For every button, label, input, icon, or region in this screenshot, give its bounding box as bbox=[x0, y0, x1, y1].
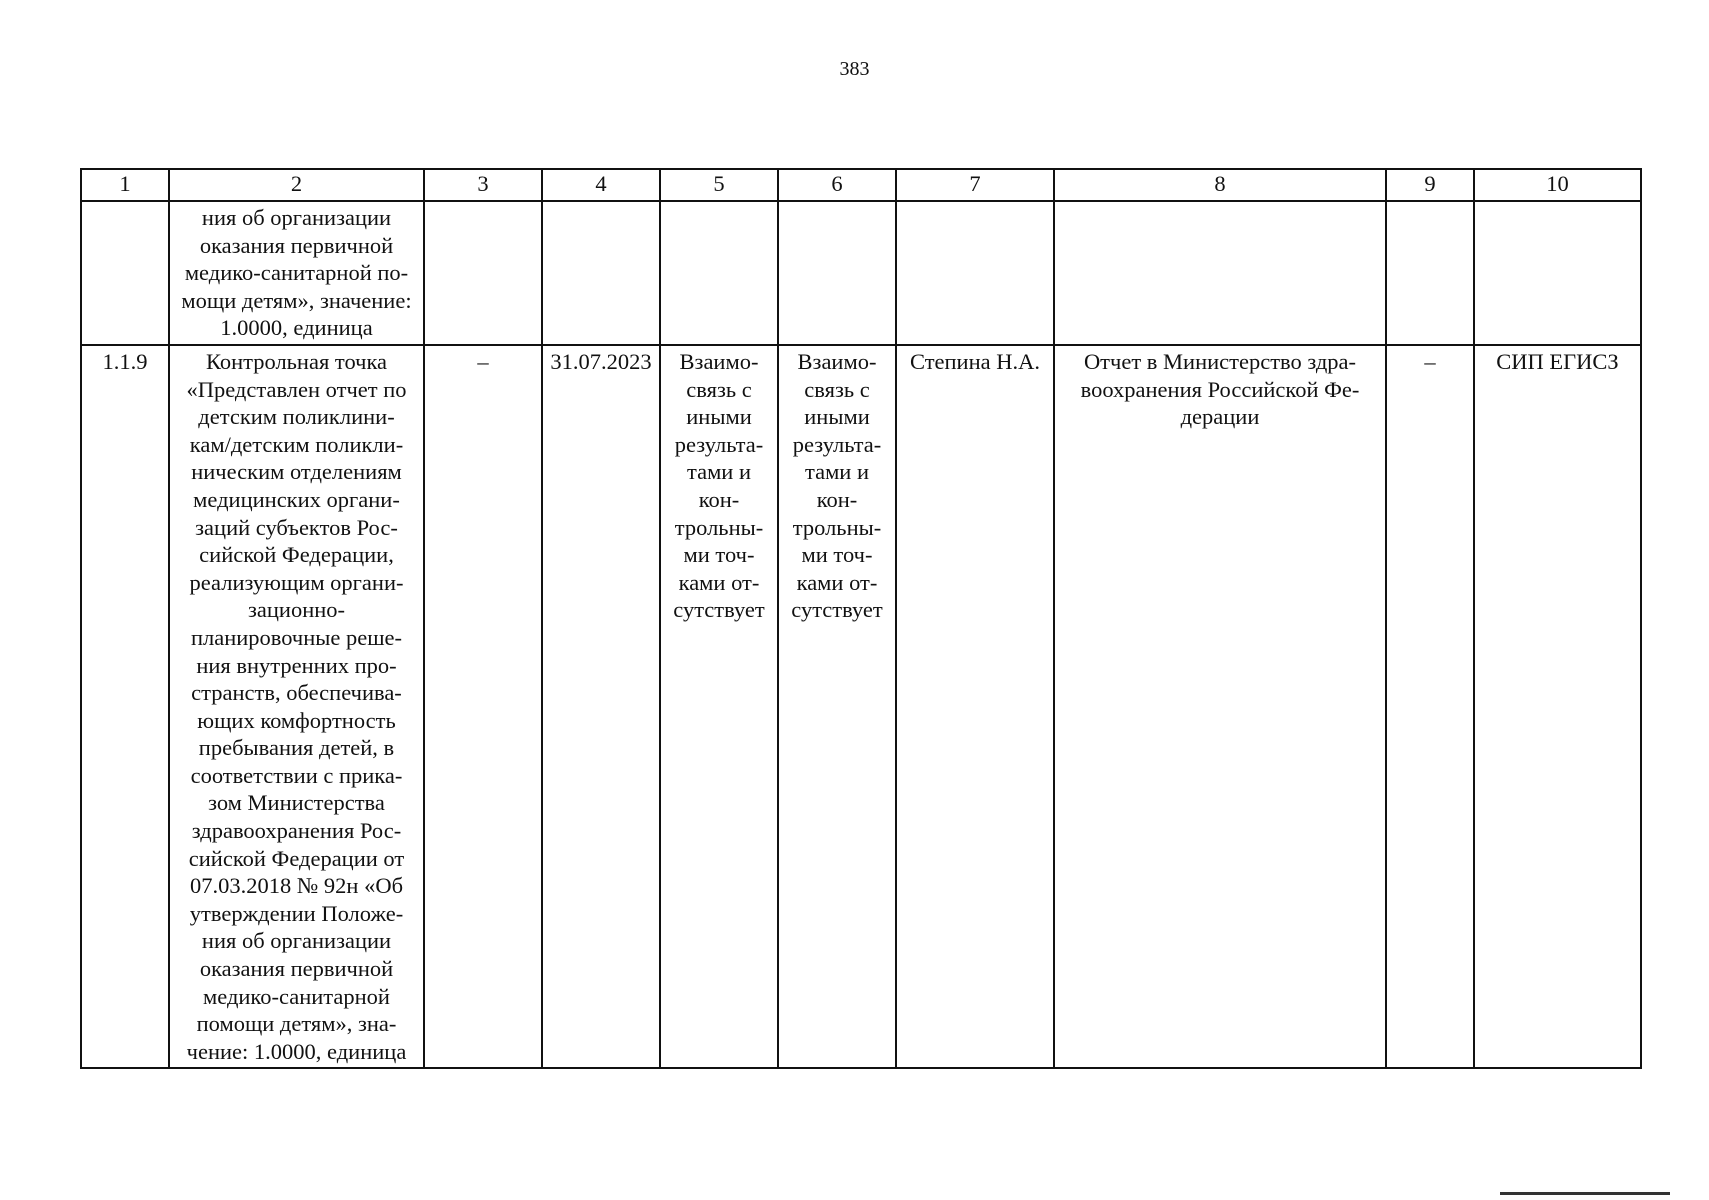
column-header: 10 bbox=[1474, 169, 1641, 201]
cell-date: 31.07.2023 bbox=[542, 345, 660, 1068]
cell-report: Отчет в Министерство здра- воохранения Российской Фе- дерации bbox=[1054, 345, 1386, 1068]
table-row bbox=[81, 201, 1641, 345]
cell-number: 1.1.9 bbox=[81, 345, 169, 1068]
cell-number bbox=[81, 201, 169, 345]
cell-relation: Взаимо- связь с иными результа- тами и кон- трольны- ми точ- ками от- сутствует bbox=[778, 345, 896, 1068]
cell-description: ния об организации оказания первичной медико-санитарной по- мощи детям», значение: 1.0000, единица bbox=[169, 201, 424, 345]
scan-mark bbox=[1500, 1192, 1670, 1195]
cell-col3: – bbox=[424, 345, 542, 1068]
cell-system: СИП ЕГИСЗ bbox=[1474, 345, 1641, 1068]
column-header: 1 bbox=[81, 169, 169, 201]
cell-relation: Взаимо- связь с иными результа- тами и кон- трольны- ми точ- ками от- сутствует bbox=[660, 345, 778, 1068]
cell-col7 bbox=[896, 201, 1054, 345]
document-table bbox=[80, 168, 1642, 1069]
cell-col8 bbox=[1054, 201, 1386, 345]
page-number: 383 bbox=[839, 58, 870, 80]
column-header: 4 bbox=[542, 169, 660, 201]
column-header: 8 bbox=[1054, 169, 1386, 201]
column-header: 7 bbox=[896, 169, 1054, 201]
cell-col5 bbox=[660, 201, 778, 345]
cell-col9: – bbox=[1386, 345, 1474, 1068]
column-header: 9 bbox=[1386, 169, 1474, 201]
table-row bbox=[81, 345, 1641, 1068]
cell-responsible: Степина Н.А. bbox=[896, 345, 1054, 1068]
cell-col3 bbox=[424, 201, 542, 345]
cell-col4 bbox=[542, 201, 660, 345]
cell-col10 bbox=[1474, 201, 1641, 345]
cell-description: Контрольная точка «Представлен отчет по детским поликлини- кам/детским поликли- ническим отделениям медицинских органи- заций субъектов Рос- сийской Федерации, реализующим органи- зационно- планировочные реше- ния внутренних про- странств, обеспечива- ющих комфортность пребывания детей, в соответствии с прика- зом Министерства здравоохранения Рос- сийской Федерации от 07.03.2018 № 92н «Об утверждении Положе- ния об организации оказания первичной медико-санитарной помощи детям», зна- чение: 1.0000, единица bbox=[169, 345, 424, 1068]
column-header: 3 bbox=[424, 169, 542, 201]
cell-col9 bbox=[1386, 201, 1474, 345]
column-header: 6 bbox=[778, 169, 896, 201]
cell-col6 bbox=[778, 201, 896, 345]
table-header-row bbox=[81, 169, 1641, 201]
column-header: 2 bbox=[169, 169, 424, 201]
column-header: 5 bbox=[660, 169, 778, 201]
